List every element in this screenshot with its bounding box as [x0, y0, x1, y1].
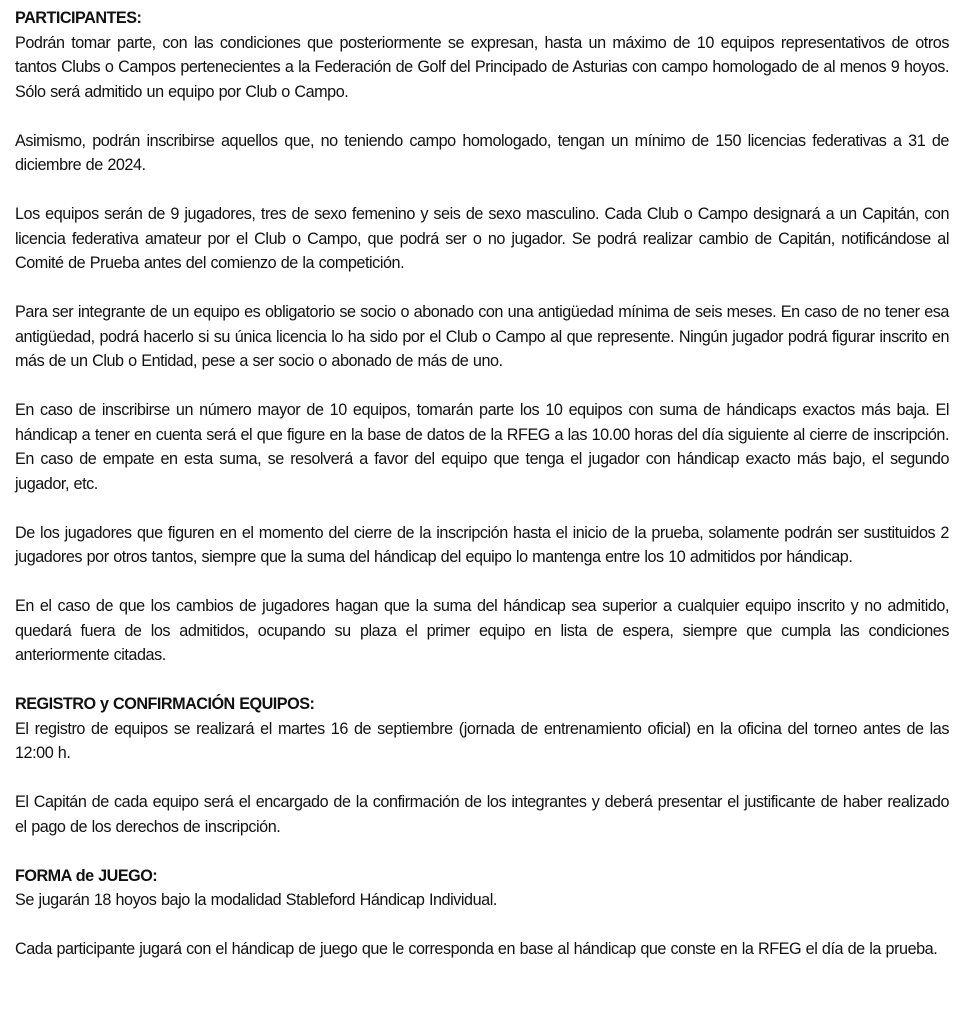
paragraph-participantes-equipos: Los equipos serán de 9 jugadores, tres de sexo femenino y seis de sexo masculino. Cada Club o Campo designará a un Capitán, con licencia federativa amateur por el Club o Campo, que podrá ser o no jugador. Se podrá realizar cambio de Capitán, notificándose al Comité de Prueba antes del comienzo de la competición.: [15, 205, 949, 272]
paragraph-block-cambios: [15, 594, 949, 668]
document-page: [15, 6, 949, 986]
paragraph-registro-fecha: El registro de equipos se realizará el martes 16 de septiembre (jornada de entrenamiento oficial) en la oficina del torneo antes de las 12:00 h.: [15, 719, 949, 762]
participantes-section: [15, 6, 949, 104]
paragraph-registro-capitan: El Capitán de cada equipo será el encargado de la confirmación de los integrantes y deberá presentar el justificante de haber realizado el pago de los derechos de inscripción.: [15, 793, 949, 836]
paragraph-block-handicap: [15, 937, 949, 962]
paragraph-block-sustitucion: [15, 521, 949, 570]
forma-juego-section: [15, 864, 949, 913]
paragraph-block-inscripcion: [15, 398, 949, 496]
paragraph-participantes-sustitucion: De los jugadores que figuren en el momento del cierre de la inscripción hasta el inicio de la prueba, solamente podrán ser sustituidos 2 jugadores por otros tantos, siempre que la suma del hándicap del equipo lo mantenga entre los 10 admitidos por hándicap.: [15, 523, 949, 566]
paragraph-block-capitan: [15, 790, 949, 839]
paragraph-participantes-licencias: Asimismo, podrán inscribirse aquellos que, no teniendo campo homologado, tengan un mínimo de 150 licencias federativas a 31 de diciembre de 2024.: [15, 131, 949, 174]
paragraph-participantes-cambios: En el caso de que los cambios de jugadores hagan que la suma del hándicap sea superior a cualquier equipo inscrito y no admitido, quedará fuera de los admitidos, ocupando su plaza el primer equipo en lista de espera, siempre que cumpla las condiciones anteriormente citadas.: [15, 597, 949, 664]
paragraph-participantes-inscripcion: En caso de inscribirse un número mayor de 10 equipos, tomarán parte los 10 equipos con suma de hándicaps exactos más baja. El hándicap a tener en cuenta será el que figure en la base de datos de la RFEG a las 10.00 horas del día siguiente al cierre de inscripción. En caso de empate en esta suma, se resolverá a favor del equipo que tenga el jugador con hándicap exacto más bajo, el segundo jugador, etc.: [15, 401, 949, 493]
paragraph-block-integrante: [15, 300, 949, 374]
section-heading-participantes: PARTICIPANTES:: [15, 9, 142, 27]
section-heading-registro: REGISTRO y CONFIRMACIÓN EQUIPOS:: [15, 695, 315, 713]
paragraph-participantes-maximo: Podrán tomar parte, con las condiciones que posteriormente se expresan, hasta un máximo de 10 equipos representativos de otros tantos Clubs o Campos pertenecientes a la Federación de Golf del Principado de Asturias con campo homologado de al menos 9 hoyos. Sólo será admitido un equipo por Club o Campo.: [15, 33, 949, 101]
paragraph-block-equipos: [15, 202, 949, 276]
paragraph-forma-juego-modalidad: Se jugarán 18 hoyos bajo la modalidad Stableford Hándicap Individual.: [15, 891, 497, 909]
paragraph-forma-juego-handicap: Cada participante jugará con el hándicap de juego que le corresponda en base al hándicap que conste en la RFEG el día de la prueba.: [15, 940, 938, 958]
section-heading-forma-juego: FORMA de JUEGO:: [15, 866, 158, 885]
paragraph-block-licencias: [15, 129, 949, 178]
registro-section: [15, 692, 949, 766]
paragraph-participantes-integrante: Para ser integrante de un equipo es obligatorio se socio o abonado con una antigüedad mínima de seis meses. En caso de no tener esa antigüedad, podrá hacerlo si su única licencia lo ha sido por el Club o Campo al que represente. Ningún jugador podrá figurar inscrito en más de un Club o Entidad, pese a ser socio o abonado de más de uno.: [15, 303, 949, 370]
